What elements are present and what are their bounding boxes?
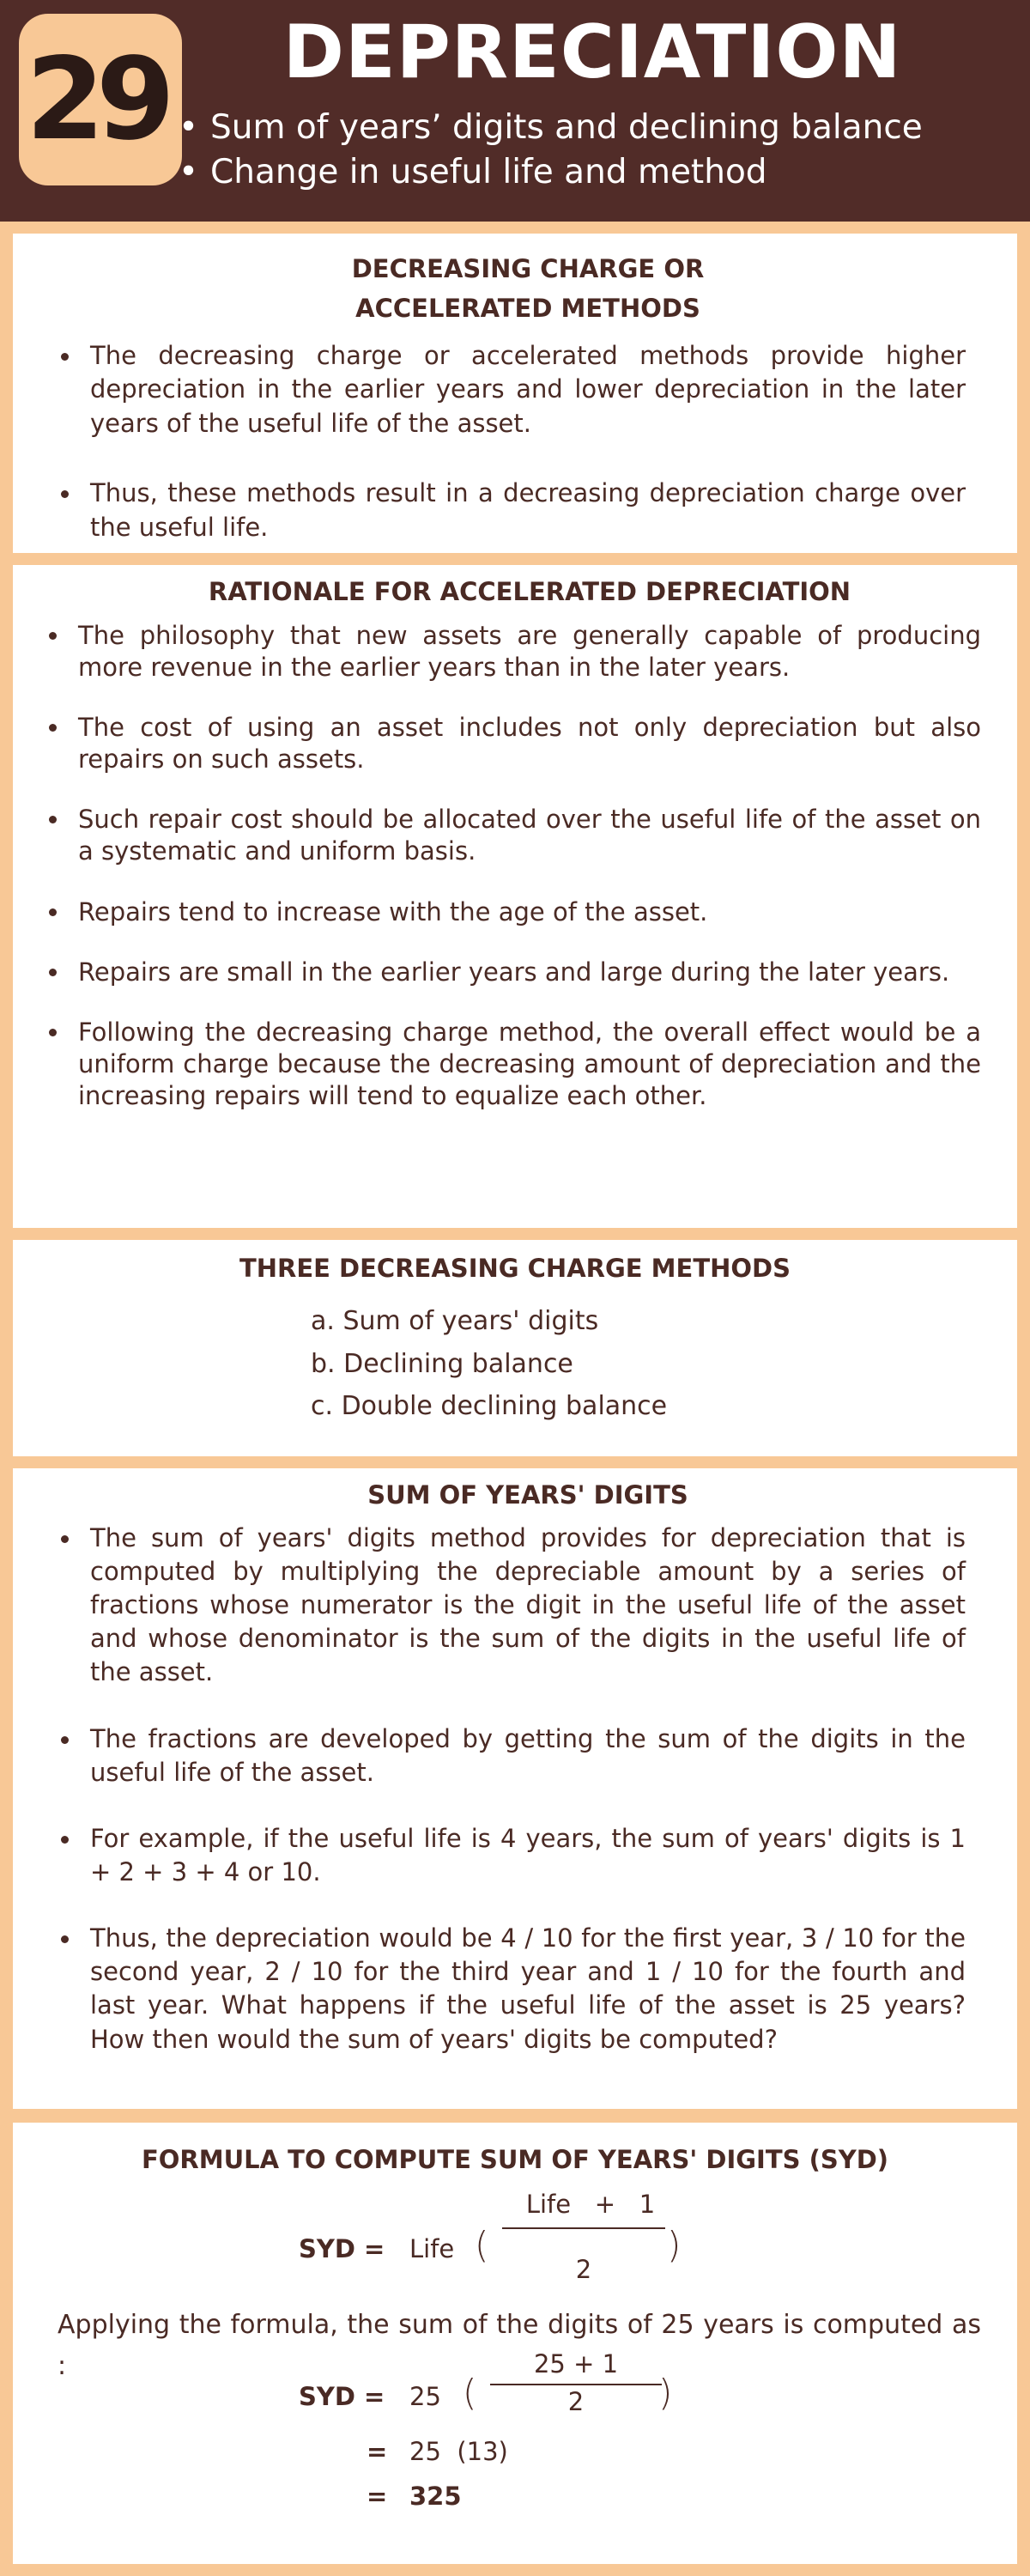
computation-denominator: 2	[567, 2387, 585, 2416]
bullet-item: For example, if the useful life is 4 years, the sum of years' digits is 1 + 2 + 3 + 4 or 10.	[90, 1822, 966, 1889]
section-title: FORMULA TO COMPUTE SUM OF YEARS' DIGITS (SYD)	[141, 2145, 889, 2174]
formula-factor: Life	[409, 2234, 455, 2263]
computation-open-paren: (	[463, 2372, 477, 2414]
section-title: RATIONALE FOR ACCELERATED DEPRECIATION	[208, 577, 851, 606]
section-title: SUM OF YEARS' DIGITS	[367, 1480, 688, 1510]
chapter-badge	[19, 14, 182, 185]
bullet-item: Following the decreasing charge method, the overall effect would be a uniform charge because the decreasing amount of depreciation and the increasing repairs will tend to equalize each other.	[78, 1017, 981, 1112]
formula-denominator: 2	[575, 2255, 592, 2284]
bullet-item: The sum of years' digits method provides for depreciation that is computed by multiplying the depreciable amount by a series of fractions whose numerator is the digit in the useful life of the asset and whose denominator is the sum of the digits in the useful life of the asset.	[90, 1522, 966, 1690]
step3-value: 325	[409, 2482, 462, 2511]
subtitle-item: • Change in useful life and method	[179, 153, 767, 193]
subtitle-item: • Sum of years’ digits and declining balance	[179, 108, 923, 149]
step2-value: 25 (13)	[409, 2437, 508, 2466]
chapter-number: 29	[26, 33, 167, 166]
bullet-item: Such repair cost should be allocated over the useful life of the asset on a systematic and uniform basis.	[78, 804, 981, 867]
computation-numerator: 25 + 1	[533, 2349, 619, 2379]
page-title: DEPRECIATION	[282, 9, 902, 95]
section-title	[90, 249, 966, 329]
method-item: a. Sum of years' digits	[311, 1305, 599, 1336]
bullet-item: The cost of using an asset includes not only depreciation but also repairs on such assets.	[78, 712, 981, 775]
bullet-item: Repairs are small in the earlier years and large during the later years.	[78, 957, 981, 988]
methods-list	[49, 1300, 981, 1428]
bullet-item: The fractions are developed by getting the sum of the digits in the useful life of the asset.	[90, 1722, 966, 1789]
section-rationale	[13, 565, 1017, 1228]
step3-equals: =	[367, 2482, 388, 2511]
bullet-item: The philosophy that new assets are generally capable of producing more revenue in the earlier years than in the later years.	[78, 620, 981, 683]
formula-numerator: Life + 1	[525, 2190, 656, 2219]
bullet-item: Repairs tend to increase with the age of the asset.	[78, 896, 981, 928]
formula-close-paren: )	[667, 2224, 682, 2266]
section-formula	[13, 2123, 1017, 2564]
computation-lhs: SYD =	[299, 2382, 385, 2411]
step2-equals: =	[367, 2437, 388, 2466]
method-item: c. Double declining balance	[311, 1391, 668, 1422]
section-title-line: DECREASING CHARGE OR	[351, 254, 705, 283]
section-accelerated-methods	[13, 234, 1017, 553]
applying-text: Applying the formula, the sum of the digits of 25 years is computed as :	[58, 2310, 981, 2381]
computation-factor: 25	[409, 2382, 441, 2411]
bullet-item: Thus, these methods result in a decreasing depreciation charge over the useful life.	[90, 477, 966, 544]
computation-close-paren: )	[658, 2372, 673, 2414]
section-three-methods	[13, 1240, 1017, 1456]
bullet-list	[78, 620, 981, 1112]
formula-lhs: SYD =	[299, 2234, 385, 2263]
method-item: b. Declining balance	[311, 1348, 573, 1379]
bullet-list	[90, 339, 966, 544]
bullet-list	[90, 1522, 966, 2057]
bullet-item: The decreasing charge or accelerated methods provide higher depreciation in the earlier years and lower depreciation in the later years of the useful life of the asset.	[90, 339, 966, 440]
formula-fraction-bar	[502, 2227, 665, 2229]
bullet-item: Thus, the depreciation would be 4 / 10 for the first year, 3 / 10 for the second year, 2 / 10 for the third year and 1 / 10 for the fourth and last year. What happens if the useful life of the asset is 25 years? How then would the sum of years' digits be computed?	[90, 1922, 966, 2057]
section-title-line: ACCELERATED METHODS	[355, 294, 700, 324]
formula-open-paren: (	[475, 2224, 489, 2266]
section-title: THREE DECREASING CHARGE METHODS	[239, 1254, 791, 1283]
computation-fraction-bar	[490, 2384, 662, 2385]
header-banner	[0, 0, 1030, 222]
section-sum-of-years-digits	[13, 1468, 1017, 2109]
